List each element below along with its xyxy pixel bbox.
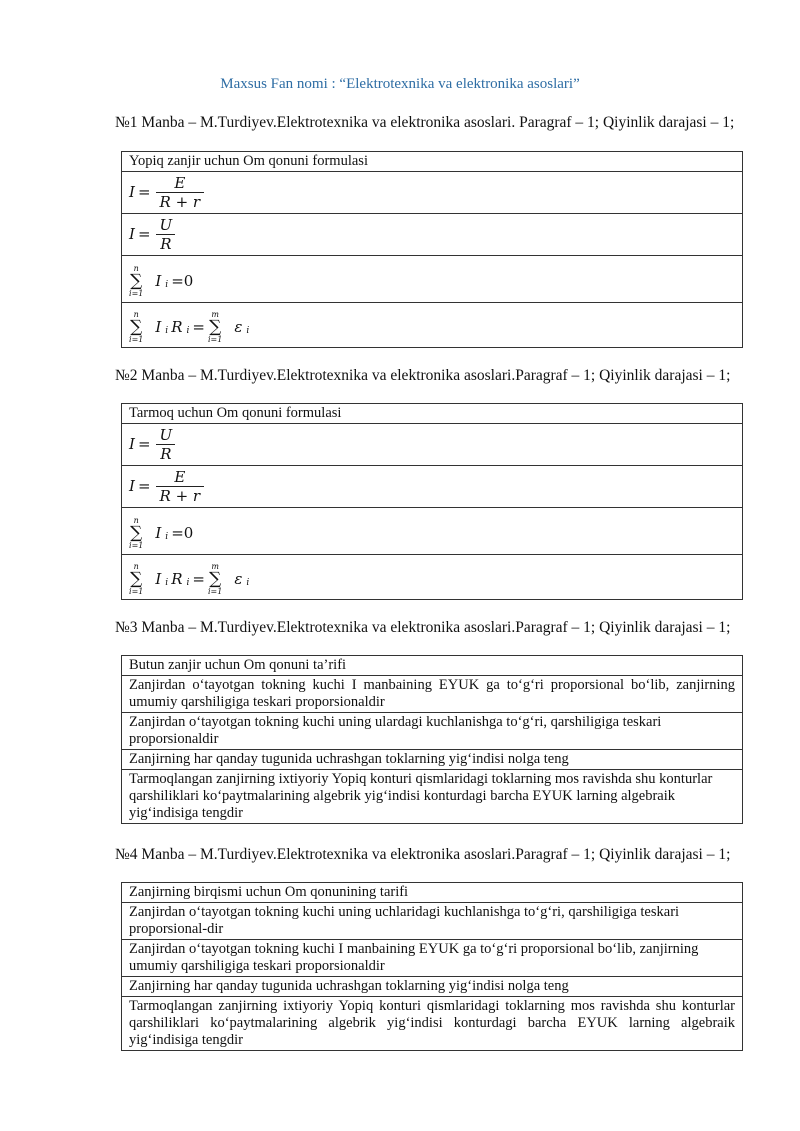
formula-kirchhoff-voltage: n ∑ i=1 I i R i = m ∑ i=1 ε i [129, 562, 250, 596]
formula-kirchhoff-current: n ∑ i=1 I i =0 [129, 516, 194, 550]
question-2-table [121, 403, 743, 600]
question-2-text: Tarmoq uchun Om qonuni formulasi [122, 404, 743, 424]
question-1-answer-4 [122, 303, 743, 348]
question-4-table [121, 882, 743, 1051]
question-4-header: №4 Manba – M.Turdiyev.Elektrotexnika va elektronika asoslari.Paragraf – 1; Qiyinlik darajasi – 1; [115, 846, 731, 863]
question-3-answer-2: Zanjirdan o‘tayotgan tokning kuchi uning ulardagi kuchlanishga to‘g‘ri, qarshiligiga teskari proporsionaldir [122, 713, 743, 750]
question-4-answer-2: Zanjirdan o‘tayotgan tokning kuchi I manbaining EYUK ga to‘g‘ri proporsional bo‘lib, zanjirning umumiy qarshiligiga teskari proporsionaldir [122, 940, 743, 977]
question-1-answer-1 [122, 172, 743, 214]
question-1-answer-2 [122, 214, 743, 256]
question-3-text: Butun zanjir uchun Om qonuni ta’rifi [122, 656, 743, 676]
document-title: Maxsus Fan nomi : “Elektrotexnika va elektronika asoslari” [220, 76, 580, 92]
formula-ohm-section: I = $\frac{U}{R}$ [129, 426, 176, 463]
question-1-table [121, 151, 743, 348]
question-3-table [121, 655, 743, 824]
question-3-header: №3 Manba – M.Turdiyev.Elektrotexnika va elektronika asoslari.Paragraf – 1; Qiyinlik darajasi – 1; [115, 619, 731, 636]
question-2-answer-1 [122, 424, 743, 466]
question-1-header: №1 Manba – M.Turdiyev.Elektrotexnika va elektronika asoslari. Paragraf – 1; Qiyinlik darajasi – 1; [115, 114, 735, 131]
question-3-answer-1: Zanjirdan o‘tayotgan tokning kuchi I manbaining EYUK ga to‘g‘ri proporsional bo‘lib, zanjirning umumiy qarshiligiga teskari proporsionaldir [122, 676, 743, 713]
question-4-answer-1: Zanjirdan o‘tayotgan tokning kuchi uning uchlaridagi kuchlanishga to‘g‘ri, qarshiligiga teskari proporsional-dir [122, 903, 743, 940]
formula-kirchhoff-current: n ∑ i=1 I i =0 [129, 264, 194, 298]
question-2-header: №2 Manba – M.Turdiyev.Elektrotexnika va elektronika asoslari.Paragraf – 1; Qiyinlik darajasi – 1; [115, 367, 731, 384]
question-3-answer-4: Tarmoqlangan zanjirning ixtiyoriy Yopiq konturi qismlaridagi toklarning mos ravishda shu konturlar qarshiliklari ko‘paytmalarining algebrik yig‘indisi konturdagi barcha EYUK larning algebraik yig‘indisiga tengdir [122, 770, 743, 824]
question-4-answer-3: Zanjirning har qanday tugunida uchrashgan toklarning yig‘indisi nolga teng [122, 977, 743, 997]
question-2-answer-2 [122, 466, 743, 508]
question-3-answer-3: Zanjirning har qanday tugunida uchrashgan toklarning yig‘indisi nolga teng [122, 750, 743, 770]
question-1-answer-3 [122, 256, 743, 303]
question-1-text: Yopiq zanjir uchun Om qonuni formulasi [122, 152, 743, 172]
question-2-answer-3 [122, 508, 743, 555]
formula-ohm-full-circuit: I = $\frac{E}{R + r}$ [129, 468, 204, 505]
question-2-answer-4 [122, 555, 743, 600]
question-4-text: Zanjirning birqismi uchun Om qonunining tarifi [122, 883, 743, 903]
formula-ohm-full-circuit: I = $\frac{E}{R + r}$ [129, 174, 204, 211]
question-4-answer-4: Tarmoqlangan zanjirning ixtiyoriy Yopiq konturi qismlaridagi toklarning mos ravishda shu konturlar qarshiliklari ko‘paytmalarining algebrik yig‘indisi konturdagi barcha EYUK larning algebraik yig‘indisiga tengdir [122, 997, 743, 1051]
formula-ohm-section: I = $\frac{U}{R}$ [129, 216, 176, 253]
formula-kirchhoff-voltage: n ∑ i=1 I i R i = m ∑ i=1 ε i [129, 310, 250, 344]
